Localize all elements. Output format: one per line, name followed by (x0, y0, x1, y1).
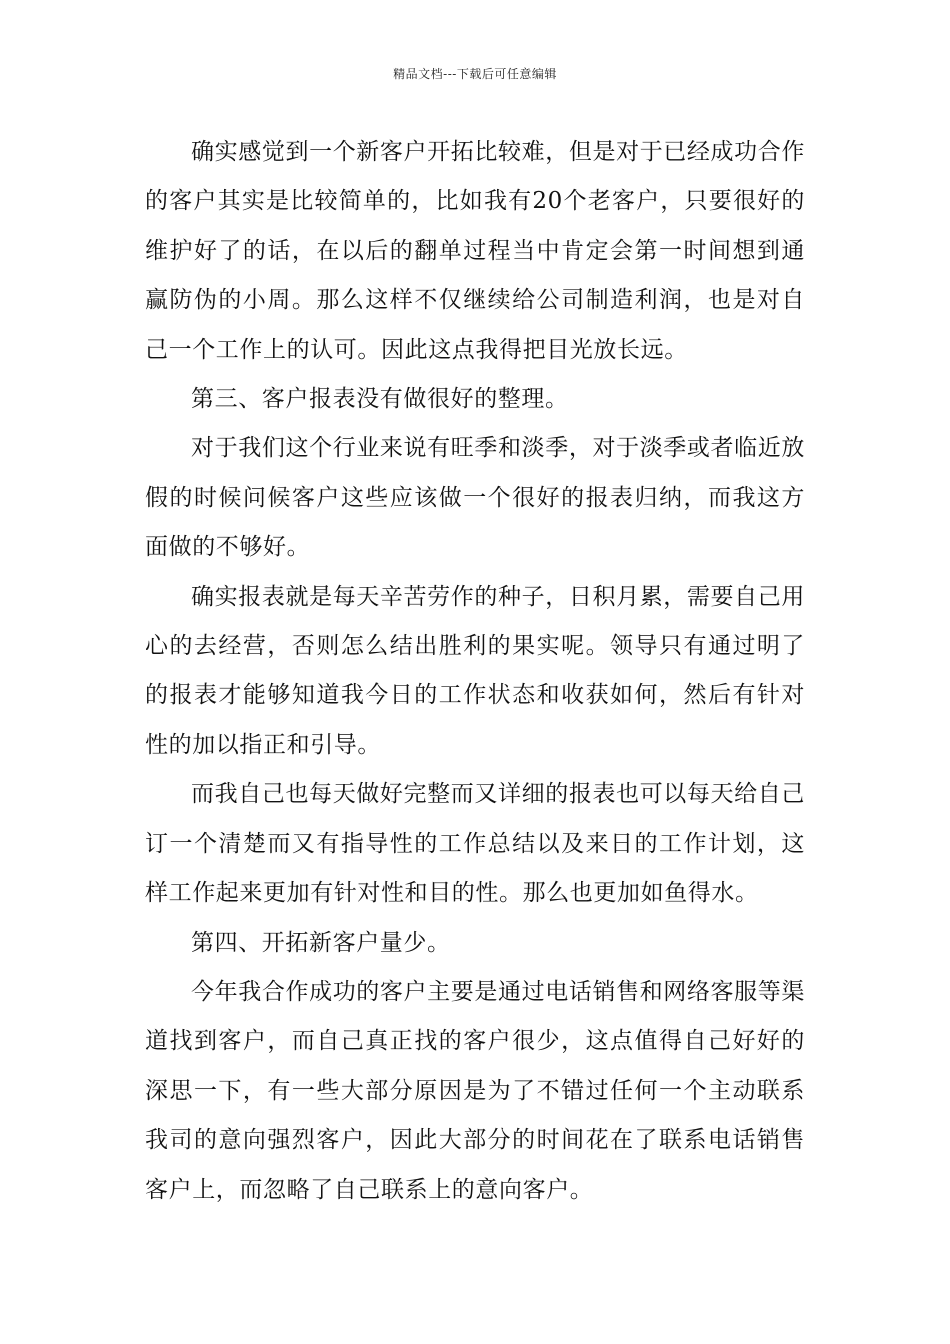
document-body (145, 128, 805, 1215)
section-heading-4: 第四、开拓新客户量少。 (191, 929, 451, 956)
section-heading-3: 第三、客户报表没有做很好的整理。 (191, 386, 569, 413)
paragraph-2: 对于我们这个行业来说有旺季和淡季，对于淡季或者临近放假的时候问候客户这些应该做一个很好的报表归纳，而我这方面做的不够好。 (145, 435, 805, 561)
page-header: 精品文档---下载后可任意编辑 (393, 67, 557, 81)
paragraph-5: 今年我合作成功的客户主要是通过电话销售和网络客服等渠道找到客户，而自己真正找的客户很少，这点值得自己好好的深思一下，有一些大部分原因是为了不错过任何一个主动联系我司的意向强烈客户，因此大部分的时间花在了联系电话销售客户上，而忽略了自己联系上的意向客户。 (145, 978, 805, 1203)
paragraph-3: 确实报表就是每天辛苦劳作的种子，日积月累，需要自己用心的去经营，否则怎么结出胜利的果实呢。领导只有通过明了的报表才能够知道我今日的工作状态和收获如何，然后有针对性的加以指正和引导。 (145, 583, 805, 758)
paragraph-4: 而我自己也每天做好完整而又详细的报表也可以每天给自己订一个清楚而又有指导性的工作总结以及来日的工作计划，这样工作起来更加有针对性和目的性。那么也更加如鱼得水。 (145, 781, 805, 907)
paragraph-1: 确实感觉到一个新客户开拓比较难，但是对于已经成功合作的客户其实是比较简单的，比如我有20个老客户，只要很好的维护好了的话，在以后的翻单过程当中肯定会第一时间想到通赢防伪的小周。那么这样不仅继续给公司制造利润，也是对自己一个工作上的认可。因此这点我得把目光放长远。 (145, 139, 805, 363)
